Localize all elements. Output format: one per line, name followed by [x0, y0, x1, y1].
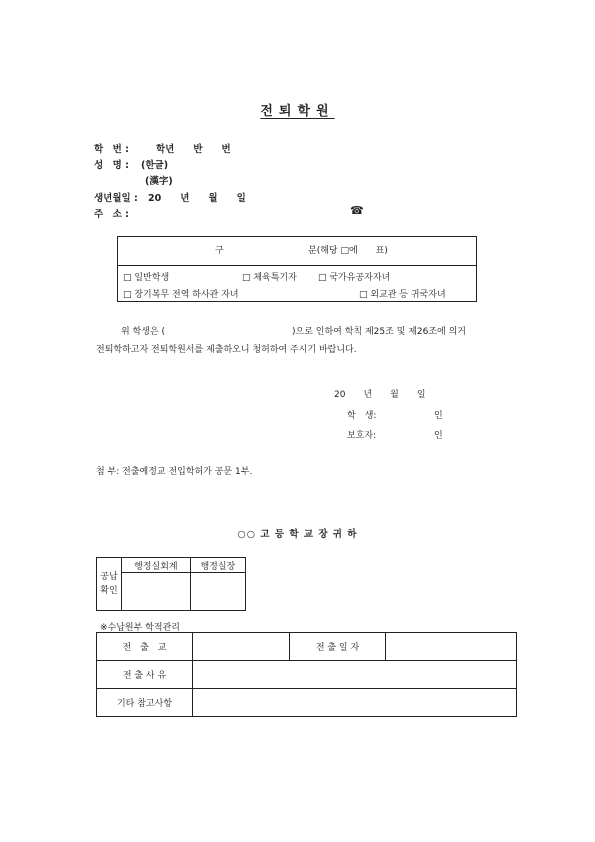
option-veteran-nco-child[interactable]: □ 장기복무 전역 하사관 자녀 [123, 290, 239, 300]
accounting-sign-cell[interactable] [122, 573, 191, 611]
approval-col-accounting: 행정실회계 [122, 558, 191, 573]
category-box [117, 236, 477, 302]
birth-label: 생년월일 : [94, 193, 138, 204]
approval-table [96, 557, 246, 611]
category-header [118, 237, 476, 266]
body-line1-end: )으로 인하여 학칙 제25조 및 제26조에 의거 [292, 327, 466, 337]
option-general-student[interactable]: □ 일반학생 [123, 273, 170, 283]
phone-icon: ☎ [350, 204, 364, 217]
student-no-label: 학 번 : [94, 144, 129, 155]
approval-row-label [97, 558, 122, 611]
transfer-reason-label: 전 출 사 유 [97, 661, 193, 689]
approval-col-chief: 행정실장 [190, 558, 245, 573]
name-label: 성 명 : [94, 160, 129, 171]
body-line1-start: 위 학생은 ( [121, 327, 166, 337]
signature-date: 20 년 월 일 [334, 390, 426, 400]
other-notes-cell[interactable] [193, 689, 517, 717]
document-title [0, 100, 595, 119]
guardian-sign-label: 보호자: [347, 431, 377, 441]
ledger-note: ※수납원부 학적관리 [100, 623, 180, 633]
student-no-value: 학년 반 번 [156, 144, 231, 155]
student-seal: 인 [434, 411, 443, 421]
body-line2: 전퇴학하고자 전퇴학원서를 제출하오니 청허하여 주시기 바랍니다. [96, 345, 357, 355]
chief-sign-cell[interactable] [190, 573, 245, 611]
transfer-date-label: 전 출 일 자 [290, 633, 386, 661]
name-hanja-label: (漢字) [145, 176, 173, 187]
approval-label-1: 공납 [100, 572, 118, 582]
approval-label-2: 확인 [100, 586, 118, 596]
birth-value: 20 년 월 일 [148, 193, 246, 204]
name-korean-label: (한글) [141, 160, 169, 171]
other-notes-label: 기타 참고사항 [97, 689, 193, 717]
guardian-seal: 인 [434, 431, 443, 441]
title-text: 전퇴학원 [260, 104, 335, 119]
student-sign-label: 학 생: [347, 411, 377, 421]
address-label: 주 소 : [94, 209, 129, 220]
attachment-note: 첨 부: 전출예정교 전입학허가 공문 1부. [96, 467, 253, 477]
transfer-date-cell[interactable] [386, 633, 517, 661]
option-diplomat-child[interactable]: □ 외교관 등 귀국자녀 [359, 290, 446, 300]
transfer-reason-cell[interactable] [193, 661, 517, 689]
option-athlete[interactable]: □ 체육특기자 [242, 273, 297, 283]
option-patriot-child[interactable]: □ 국가유공자자녀 [318, 273, 391, 283]
transfer-school-label: 전 출 교 [97, 633, 193, 661]
records-table [96, 632, 517, 717]
category-header-gu: 구 [215, 246, 224, 256]
transfer-school-cell[interactable] [193, 633, 290, 661]
addressee: ○○ 고 등 학 교 장 귀 하 [237, 529, 358, 540]
category-header-bun: 분(해당 □에 표) [308, 246, 388, 256]
